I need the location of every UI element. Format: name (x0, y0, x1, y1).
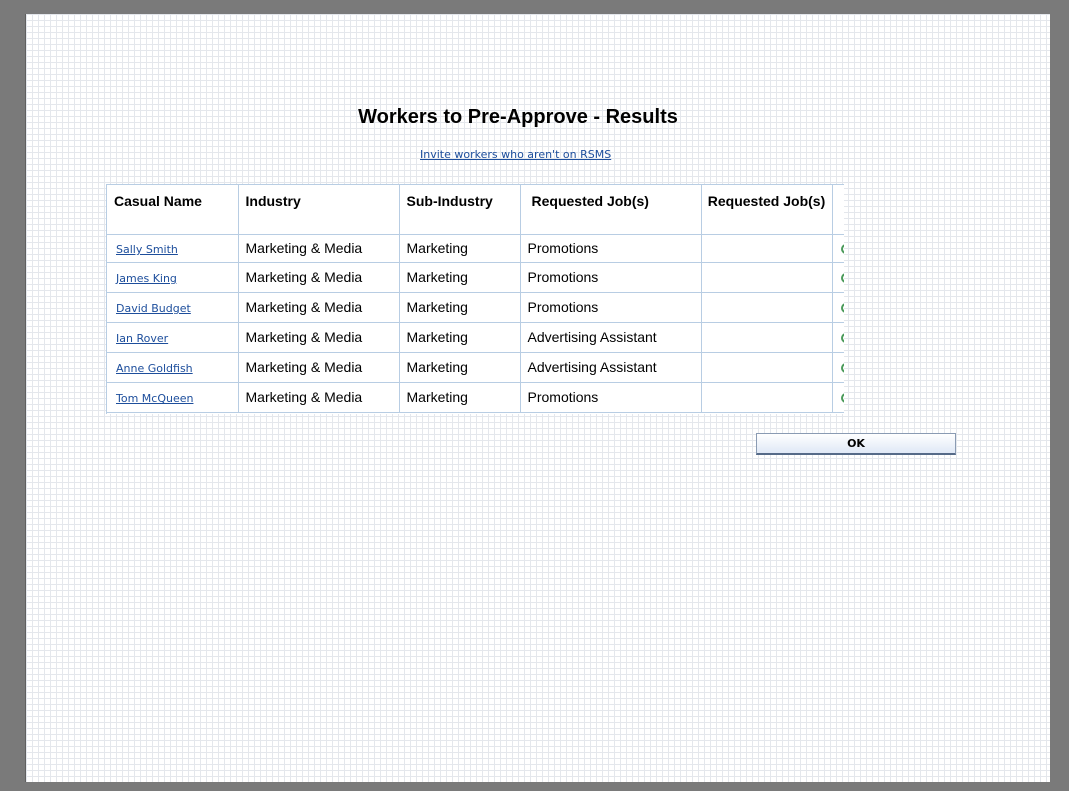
requested-job-cell: Promotions (520, 234, 701, 262)
requested-job-cell: Promotions (520, 262, 701, 292)
requested-job-2-cell (701, 234, 832, 262)
casual-name-link[interactable]: Tom McQueen (116, 392, 194, 405)
requested-job-cell: Promotions (520, 382, 701, 412)
casual-name-link[interactable]: Sally Smith (116, 243, 178, 256)
sub-industry-cell: Marketing (399, 262, 520, 292)
industry-cell: Marketing & Media (238, 292, 399, 322)
column-header-casual-name: Casual Name (107, 185, 238, 234)
requested-job-2-cell (701, 292, 832, 322)
ok-button[interactable]: OK (756, 433, 956, 455)
industry-cell: Marketing & Media (238, 382, 399, 412)
column-header-requested-jobs: Requested Job(s) (520, 185, 701, 234)
page-title: Workers to Pre-Approve - Results (358, 106, 678, 128)
invite-workers-link[interactable]: Invite workers who aren't on RSMS (420, 148, 612, 161)
column-header-status (832, 185, 844, 234)
casual-name-link[interactable]: David Budget (116, 302, 191, 315)
sub-industry-cell: Marketing (399, 382, 520, 412)
sub-industry-cell: Marketing (399, 322, 520, 352)
status-indicator-icon[interactable] (841, 363, 845, 373)
sub-industry-cell: Marketing (399, 292, 520, 322)
requested-job-2-cell (701, 352, 832, 382)
requested-job-2-cell (701, 262, 832, 292)
requested-job-2-cell (701, 382, 832, 412)
table-row (107, 382, 844, 412)
requested-job-cell: Advertising Assistant (520, 322, 701, 352)
table-header-row (107, 185, 844, 234)
column-header-industry: Industry (238, 185, 399, 234)
casual-name-link[interactable]: Ian Rover (116, 332, 169, 345)
casual-name-link[interactable]: Anne Goldfish (116, 362, 193, 375)
table-row (107, 352, 844, 382)
table-row (107, 322, 844, 352)
industry-cell: Marketing & Media (238, 234, 399, 262)
table-row (107, 234, 844, 262)
sub-industry-cell: Marketing (399, 352, 520, 382)
industry-cell: Marketing & Media (238, 262, 399, 292)
table-row (107, 292, 844, 322)
requested-job-cell: Advertising Assistant (520, 352, 701, 382)
industry-cell: Marketing & Media (238, 322, 399, 352)
status-indicator-icon[interactable] (841, 244, 845, 254)
sub-industry-cell: Marketing (399, 234, 520, 262)
table-row (107, 262, 844, 292)
column-header-requested-jobs-2: Requested Job(s) (701, 185, 832, 234)
column-header-sub-industry: Sub-Industry (399, 185, 520, 234)
status-indicator-icon[interactable] (841, 333, 845, 343)
status-indicator-icon[interactable] (841, 273, 845, 283)
industry-cell: Marketing & Media (238, 352, 399, 382)
casual-name-link[interactable]: James King (116, 272, 177, 285)
dialog-panel (25, 14, 1050, 782)
requested-job-2-cell (701, 322, 832, 352)
status-indicator-icon[interactable] (841, 393, 845, 403)
status-indicator-icon[interactable] (841, 303, 845, 313)
results-table (106, 184, 844, 414)
requested-job-cell: Promotions (520, 292, 701, 322)
